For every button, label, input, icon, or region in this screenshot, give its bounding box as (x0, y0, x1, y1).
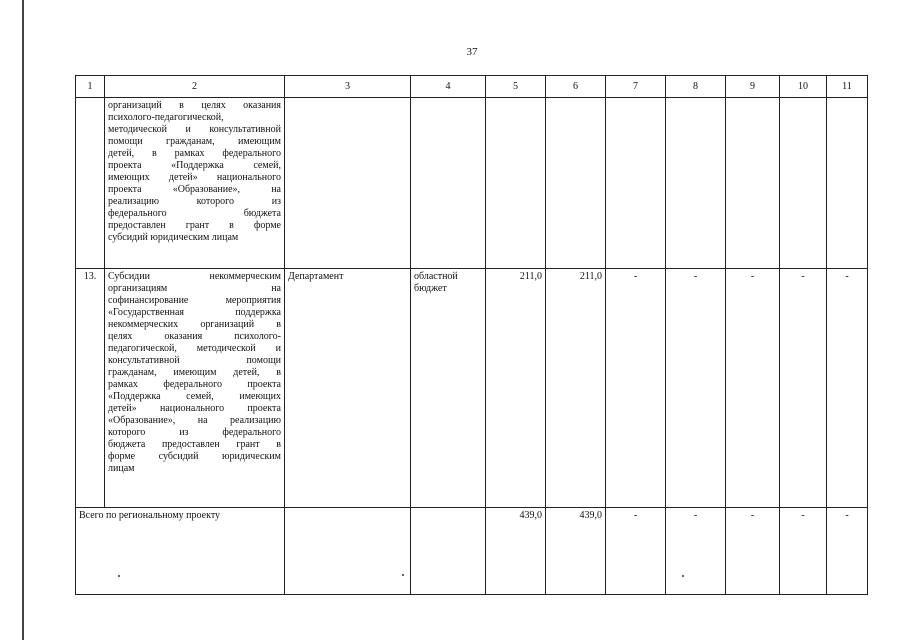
text-line: «Образование», на реализацию (108, 415, 281, 426)
text-line: помощи гражданам, имеющим (108, 136, 281, 147)
value-cell (546, 98, 606, 269)
value-cell: 211,0 (546, 269, 606, 508)
num-cell (76, 98, 105, 269)
header-cell: 9 (726, 76, 780, 98)
header-cell: 10 (780, 76, 827, 98)
text-line: рамках федерального проекта (108, 379, 281, 390)
value-cell: - (780, 269, 827, 508)
table-row-continuation (76, 98, 868, 269)
header-cell: 3 (285, 76, 411, 98)
table-row-13 (76, 269, 868, 508)
value-cell: - (606, 508, 666, 595)
header-cell: 4 (411, 76, 486, 98)
value-cell: - (666, 508, 726, 595)
value-cell: - (726, 269, 780, 508)
value-cell (780, 98, 827, 269)
text-line: реализацию которого из (108, 196, 281, 207)
source-cell (411, 98, 486, 269)
text-line: некоммерческих организаций в (108, 319, 281, 330)
text-line: целях оказания психолого- (108, 331, 281, 342)
text-line: федерального бюджета (108, 208, 281, 219)
header-cell: 1 (76, 76, 105, 98)
text-line: педагогической, методической и (108, 343, 281, 354)
value-cell (726, 98, 780, 269)
total-row (76, 508, 868, 595)
value-cell: - (726, 508, 780, 595)
header-row (76, 76, 868, 98)
description-cell (105, 98, 285, 269)
text-line: психолого-педагогической, (108, 112, 224, 123)
text-line: предоставлен грант в форме (108, 220, 281, 231)
text-line: детей, в рамках федерального (108, 148, 281, 159)
executor-cell (285, 508, 411, 595)
text-line: методической и консультативной (108, 124, 281, 135)
header-cell: 5 (486, 76, 546, 98)
text-line: которого из федерального (108, 427, 281, 438)
text-line: Субсидии некоммерческим (108, 271, 281, 282)
value-cell: 439,0 (486, 508, 546, 595)
text-line: консультативной помощи (108, 355, 281, 366)
header-cell: 6 (546, 76, 606, 98)
value-cell: - (827, 269, 868, 508)
text-line: форме субсидий юридическим (108, 451, 281, 462)
text-line: организаций в целях оказания (108, 100, 281, 111)
text-line: субсидий юридическим лицам (108, 232, 239, 243)
description-cell (105, 269, 285, 508)
text-line: проекта «Образование», на (108, 184, 281, 195)
header-cell: 11 (827, 76, 868, 98)
source-cell (411, 508, 486, 595)
value-cell (827, 98, 868, 269)
text-line: гражданам, имеющим детей, в (108, 367, 281, 378)
text-line: «Государственная поддержка (108, 307, 281, 318)
left-margin-rule (22, 0, 24, 640)
text-line: «Поддержка семей, имеющих (108, 391, 281, 402)
executor-cell (285, 98, 411, 269)
text-line: организациям на (108, 283, 281, 294)
value-cell: 211,0 (486, 269, 546, 508)
value-cell: - (827, 508, 868, 595)
text-line: имеющих детей» национального (108, 172, 281, 183)
text-line: детей» национального проекта (108, 403, 281, 414)
value-cell: - (780, 508, 827, 595)
header-cell: 2 (105, 76, 285, 98)
header-cell: 7 (606, 76, 666, 98)
header-cell: 8 (666, 76, 726, 98)
value-cell: - (606, 269, 666, 508)
scan-speck (682, 575, 684, 577)
num-cell: 13. (76, 269, 105, 508)
text-line: проекта «Поддержка семей, (108, 160, 281, 171)
source-cell: областной бюджет (411, 269, 486, 508)
total-label: Всего по региональному проекту (76, 508, 285, 595)
value-cell (486, 98, 546, 269)
text-line: лицам (108, 463, 135, 474)
budget-table (75, 75, 868, 595)
scan-speck (402, 574, 404, 576)
value-cell: - (666, 269, 726, 508)
text-line: софинансирование мероприятия (108, 295, 281, 306)
value-cell (666, 98, 726, 269)
executor-cell: Департамент (285, 269, 411, 508)
text-line: бюджета предоставлен грант в (108, 439, 281, 450)
value-cell (606, 98, 666, 269)
value-cell: 439,0 (546, 508, 606, 595)
page-number: 37 (466, 46, 478, 58)
scan-speck (118, 575, 120, 577)
